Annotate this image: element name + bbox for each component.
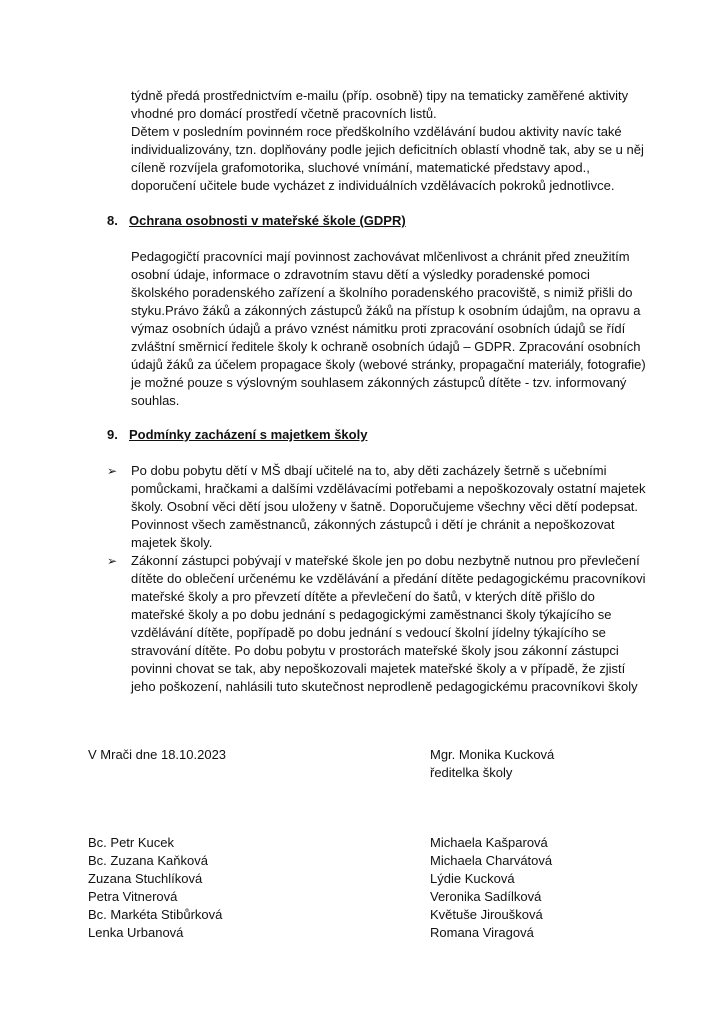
place-date: V Mrači dne 18.10.2023	[88, 747, 227, 762]
staff-name: Veronika Sadílková	[430, 889, 542, 904]
section-9-bullet-2: Zákonní zástupci pobývají v mateřské škole jen po dobu nezbytně nutnou pro převlečení dítěte do oblečení určenému ke vzdělávání a předání dítěte pedagogickému pracovníkovi mateřské školy a pro převzetí dítěte a převlečení do šatů, v kterých dítě přišlo do mateřské školy a po dobu jednání s pedagogickými zaměstnanci školy týkajícího se vzdělávání dítěte, popřípadě po dobu jednání s vedoucí školní jídelny týkajícího se stravování dítěte. Po dobu pobytu v prostorách mateřské školy jsou zákonní zástupci povinni chovat se tak, aby nepoškozovali majetek mateřské školy a v případě, že zjistí jeho poškození, nahlásili tuto skutečnost neprodleně pedagogickému pracovníkovi školy	[131, 553, 646, 694]
section-9-heading	[107, 426, 367, 444]
staff-name: Lenka Urbanová	[88, 925, 184, 940]
director-block	[430, 746, 554, 782]
staff-list-right	[430, 834, 552, 942]
section-8-text: Pedagogičtí pracovníci mají povinnost zachovávat mlčenlivost a chránit před zneužitím osobní údaje, informace o zdravotním stavu dětí a výsledky poradenské pomoci školského poradenského zařízení a školního poradenského pracoviště, s nimiž přišli do styku.Právo žáků a zákonných zástupců žáků na přístup k osobním údajům, na opravu a výmaz osobních údajů a právo vznést námitku proti zpracování osobních údajů se řídí zvláštní směrnicí ředitele školy k ochraně osobních údajů – GDPR. Zpracování osobních údajů žáků za účelem propagace školy (webové stránky, propagační materiály, fotografie) je možné pouze s výslovným souhlasem zákonných zástupců dítěte - tzv. informovaný souhlas.	[131, 249, 646, 408]
staff-name: Bc. Zuzana Kaňková	[88, 853, 208, 868]
director-name: Mgr. Monika Kucková	[430, 747, 555, 762]
director-role: ředitelka školy	[430, 765, 513, 780]
bullet-arrow-icon: ➢	[107, 464, 118, 478]
staff-name: Michaela Kašparová	[430, 835, 548, 850]
staff-name: Romana Viragová	[430, 925, 534, 940]
staff-name: Bc. Markéta Stibůrková	[88, 907, 223, 922]
staff-name: Michaela Charvátová	[430, 853, 553, 868]
staff-name: Květuše Jiroušková	[430, 907, 543, 922]
staff-name: Bc. Petr Kucek	[88, 835, 174, 850]
section-8-title: Ochrana osobnosti v mateřské škole (GDPR)	[129, 213, 406, 228]
section-8-heading	[107, 212, 406, 230]
section-9-bullet-1: Po dobu pobytu dětí v MŠ dbají učitelé na to, aby děti zacházely šetrně s učebními pomůckami, hračkami a dalšími vzdělávacími potřebami a nepoškozovaly ostatní majetek školy. Osobní věci dětí jsou uloženy v šatně. Doporučujeme všechny věci dětí podepsat. Povinnost všech zaměstnanců, zákonných zástupců i dětí je chránit a nepoškozovat majetek školy.	[131, 463, 646, 550]
intro-paragraph-2: Dětem v posledním povinném roce předškolního vzdělávání budou aktivity navíc také individualizovány, tzn. doplňovány podle jejich deficitních oblastí vhodně tak, aby se u něj cíleně rozvíjela grafomotorika, sluchové vnímání, matematické představy apod., doporučení učitele bude vycházet z individuálních vzdělávacích pokroků jednotlivce.	[131, 124, 644, 193]
staff-name: Zuzana Stuchlíková	[88, 871, 203, 886]
section-9-number: 9.	[107, 427, 118, 442]
bullet-arrow-icon: ➢	[107, 554, 118, 568]
section-8-number: 8.	[107, 213, 118, 228]
staff-name: Petra Vitnerová	[88, 889, 178, 904]
section-9-title: Podmínky zacházení s majetkem školy	[129, 427, 368, 442]
staff-name: Lýdie Kucková	[430, 871, 515, 886]
intro-paragraph-1: týdně předá prostřednictvím e-mailu (příp. osobně) tipy na tematicky zaměřené aktivity vhodné pro domácí prostředí včetně pracovních listů.	[131, 88, 629, 121]
staff-list-left	[88, 834, 222, 942]
